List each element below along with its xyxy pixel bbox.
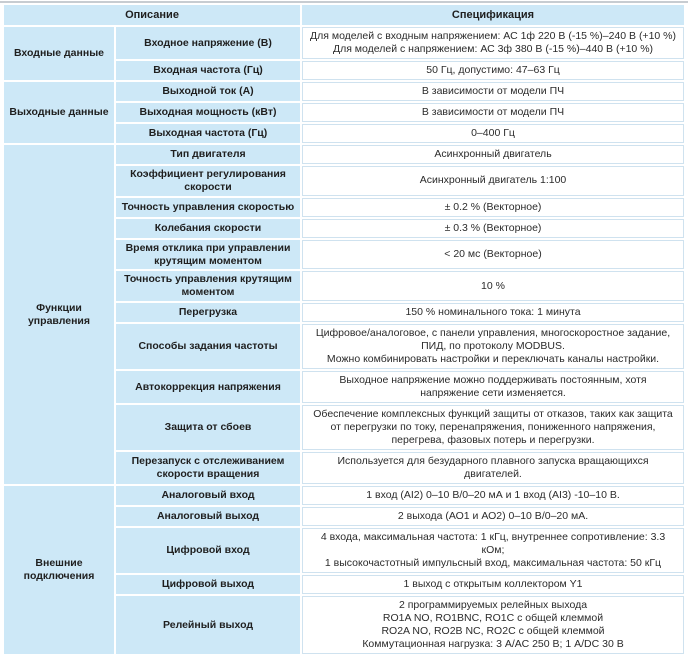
- specification-line: Асинхронный двигатель 1:100: [419, 174, 567, 187]
- specification-line: RO1A NO, RO1BNC, RO1C с общей клеммой: [382, 612, 604, 625]
- specification-line: ± 0.2 % (Векторное): [444, 200, 542, 213]
- description-cell: Тип двигателя: [116, 145, 300, 164]
- specification-line: Коммутационная нагрузка: 3 А/АС 250 В; 1 А/DC 30 В: [362, 638, 624, 651]
- specification-cell: [302, 452, 684, 484]
- specification-line: ± 0.3 % (Векторное): [444, 221, 542, 234]
- description-cell: Точность управления скоростью: [116, 198, 300, 217]
- specification-line: 1 вход (AI2) 0–10 В/0–20 мА и 1 вход (AI3) -10–10 В.: [366, 489, 620, 502]
- specification-cell: [302, 405, 684, 450]
- specification-line: В зависимости от модели ПЧ: [421, 85, 565, 98]
- description-cell: Выходная частота (Гц): [116, 124, 300, 143]
- specification-line: 0–400 Гц: [471, 127, 515, 140]
- specification-cell: [302, 198, 684, 217]
- description-cell: Входная частота (Гц): [116, 61, 300, 80]
- specification-line: 10 %: [481, 279, 505, 292]
- specification-line: 2 программируемых релейных выхода: [398, 599, 588, 612]
- header-row: [4, 5, 684, 25]
- description-cell: Выходной ток (А): [116, 82, 300, 101]
- specification-line: 150 % номинального тока: 1 минута: [405, 305, 581, 318]
- specification-line: Цифровое/аналоговое, с панели управления, многоскоростное задание, ПИД, по протоколу MODBUS.: [315, 326, 671, 352]
- specification-cell: [302, 166, 684, 196]
- description-cell: Выходная мощность (кВт): [116, 103, 300, 122]
- description-cell: Точность управления крутящим моментом: [116, 271, 300, 301]
- description-cell: Цифровой выход: [116, 575, 300, 594]
- specification-line: 50 Гц, допустимо: 47–63 Гц: [426, 64, 560, 77]
- description-cell: Автокоррекция напряжения: [116, 371, 300, 403]
- description-cell: Способы задания частоты: [116, 324, 300, 369]
- specification-cell: [302, 575, 684, 594]
- specification-line: RO2A NO, RO2B NC, RO2C с общей клеммой: [381, 625, 605, 638]
- specification-cell: [302, 61, 684, 80]
- group-cell: Функции управления: [4, 145, 114, 484]
- specification-cell: [302, 103, 684, 122]
- specification-cell: [302, 486, 684, 505]
- description-cell: Время отклика при управлении крутящим моментом: [116, 240, 300, 270]
- table-row: [4, 27, 684, 59]
- specification-cell: [302, 271, 684, 301]
- specification-cell: [302, 219, 684, 238]
- specification-cell: [302, 507, 684, 526]
- specification-cell: [302, 528, 684, 573]
- specification-line: В зависимости от модели ПЧ: [421, 106, 565, 119]
- specification-line: 1 выход с открытым коллектором Y1: [403, 578, 583, 591]
- group-cell: Выходные данные: [4, 82, 114, 143]
- column-header-specification: Спецификация: [302, 5, 684, 25]
- description-cell: Перезапуск с отслеживанием скорости вращения: [116, 452, 300, 484]
- specification-cell: [302, 82, 684, 101]
- specification-cell: [302, 145, 684, 164]
- column-header-description: Описание: [4, 5, 300, 25]
- specification-line: Обеспечение комплексных функций защиты от отказов, таких как защита от перегрузки по току, перенапряжения, пониженного напряжения, перегрева, фазовых потерь и перегрузки.: [313, 408, 673, 447]
- specification-line: Для моделей с напряжением: АС 3ф 380 В (-15 %)–440 В (+10 %): [332, 43, 654, 56]
- specification-cell: [302, 27, 684, 59]
- table-row: [4, 486, 684, 505]
- description-cell: Перегрузка: [116, 303, 300, 322]
- description-cell: Входное напряжение (В): [116, 27, 300, 59]
- specification-line: Используется для безударного плавного запуска вращающихся двигателей.: [337, 455, 649, 481]
- specification-line: 1 высокочастотный импульсный вход, максимальная частота: 50 кГц: [324, 557, 662, 570]
- specification-line: < 20 мс (Векторное): [444, 248, 542, 261]
- specification-cell: [302, 371, 684, 403]
- description-cell: Релейный выход: [116, 596, 300, 654]
- description-cell: Коэффициент регулирования скорости: [116, 166, 300, 196]
- table-row: [4, 82, 684, 101]
- specification-line: 2 выхода (АО1 и АО2) 0–10 В/0–20 мА.: [397, 510, 589, 523]
- description-cell: Защита от сбоев: [116, 405, 300, 450]
- specification-line: Выходное напряжение можно поддерживать постоянным, хотя напряжение сети изменяется.: [339, 373, 647, 399]
- specification-cell: [302, 303, 684, 322]
- specification-cell: [302, 240, 684, 270]
- description-cell: Колебания скорости: [116, 219, 300, 238]
- specification-table: [2, 3, 686, 656]
- specification-cell: [302, 596, 684, 654]
- specification-line: Асинхронный двигатель: [434, 148, 552, 161]
- group-cell: Входные данные: [4, 27, 114, 80]
- group-cell: Внешние подключения: [4, 486, 114, 654]
- description-cell: Цифровой вход: [116, 528, 300, 573]
- description-cell: Аналоговый вход: [116, 486, 300, 505]
- specification-cell: [302, 324, 684, 369]
- specification-cell: [302, 124, 684, 143]
- table-row: [4, 145, 684, 164]
- description-cell: Аналоговый выход: [116, 507, 300, 526]
- specification-line: Для моделей с входным напряжением: АС 1ф 220 В (-15 %)–240 В (+10 %): [310, 30, 676, 42]
- specification-line: 4 входа, максимальная частота: 1 кГц, внутреннее сопротивление: 3.3 кОм;: [320, 531, 666, 557]
- specification-line: Можно комбинировать настройки и переключать каналы настройки.: [326, 352, 660, 365]
